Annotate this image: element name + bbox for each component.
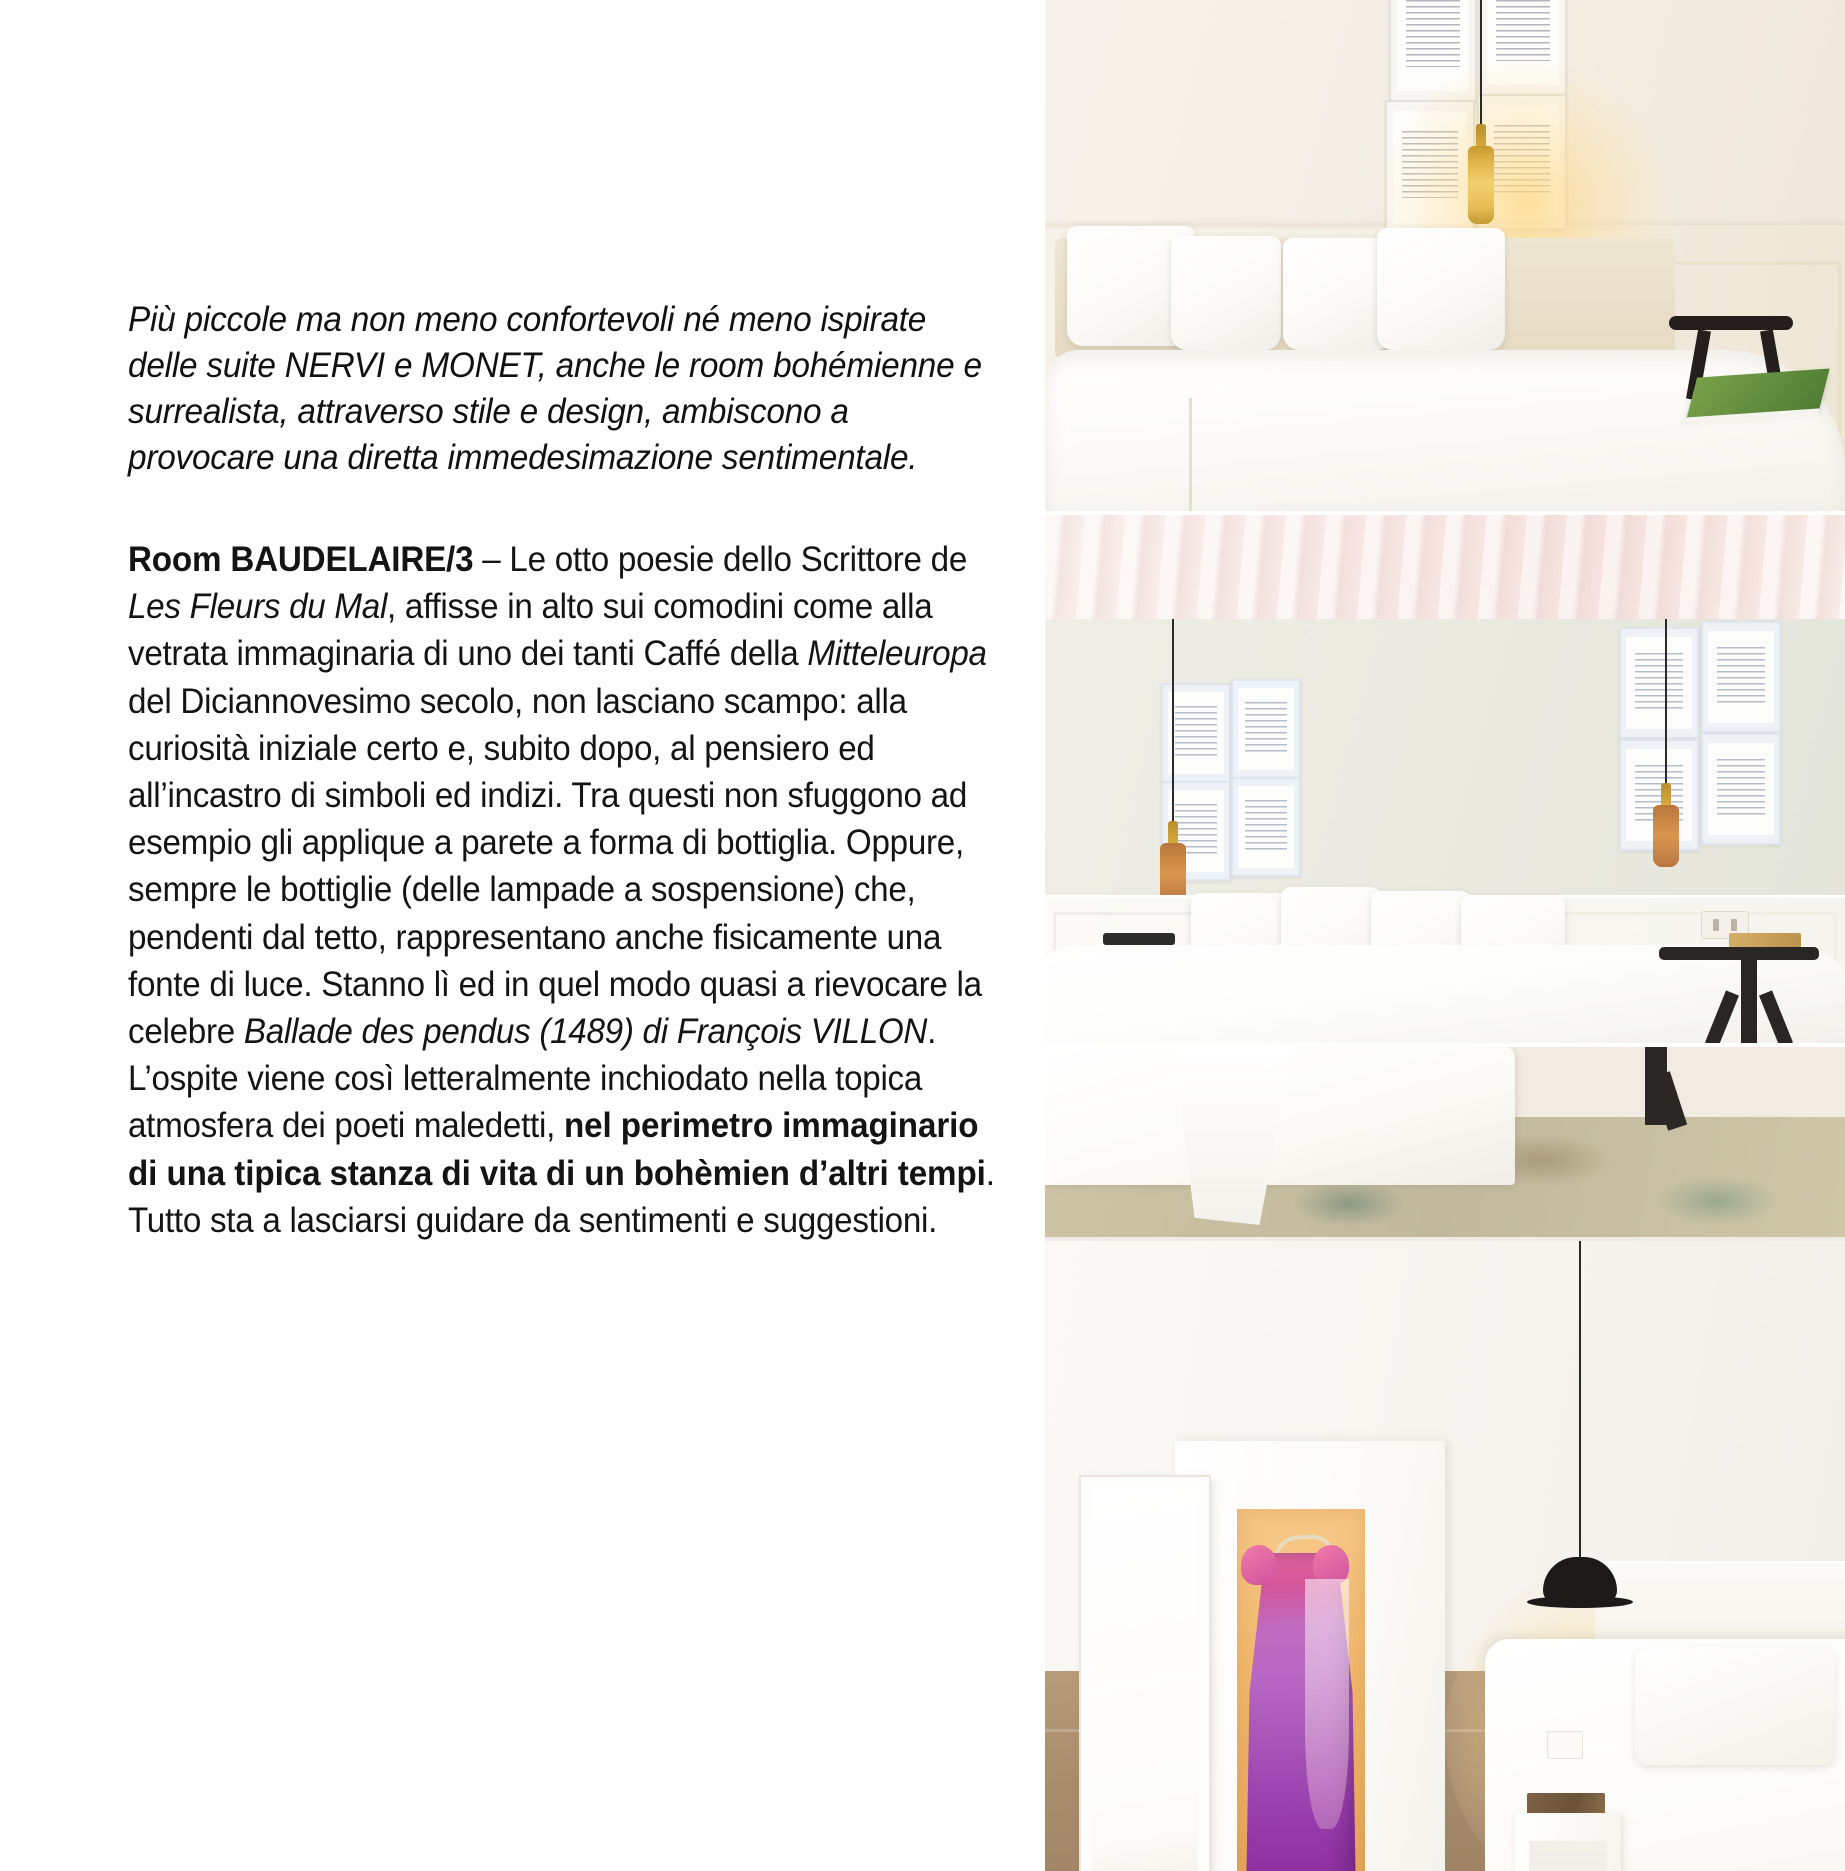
framed-poem [1389, 0, 1477, 102]
dress-veil [1305, 1579, 1349, 1829]
poem-text-lines [1245, 800, 1287, 850]
pillow [1171, 236, 1281, 350]
body-segment-2: , affisse in alto sui comodini come alla vetrata immaginaria di uno dei tanti Caffé della [128, 586, 933, 674]
lamp-cord [1480, 0, 1482, 142]
side-stool-top [1669, 316, 1793, 330]
bottle-pendant-lamp [1653, 805, 1679, 867]
intro-paragraph: Più piccole ma non meno confortevoli né meno ispirate delle suite NERVI e MONET, anche le room bohémienne e surrealista, attraverso stile e design, ambiscono a provocare una diretta immedesimazione sentimentale. [128, 299, 982, 477]
wardrobe-scene [1045, 1241, 1845, 1871]
hotel-room-framed-poems-over-bed-photo [1045, 515, 1845, 1043]
framed-poem [1385, 100, 1475, 234]
term-mitteleuropa: Mitteleuropa [807, 633, 987, 674]
side-table-top [1659, 947, 1819, 960]
stone-floor-scene [1045, 1047, 1845, 1237]
poem-text-lines [1496, 0, 1550, 61]
poem-text-lines [1494, 125, 1549, 194]
body-emphasis: nel perimetro immaginario di una tipica stanza di vita di un bohèmien d’altri tempi [128, 1105, 986, 1193]
framed-poem [1231, 679, 1301, 779]
lamp-cord [1172, 619, 1174, 835]
pink-curtain [1045, 515, 1845, 619]
mirror-reflection [1092, 1488, 1198, 1871]
framed-poem [1701, 733, 1781, 845]
poem-text-lines [1175, 706, 1217, 756]
body-segment-1: – Le otto poesie dello Scrittore de [473, 539, 968, 579]
body-segment-5: . Tutto sta a lasciarsi guidare da sentimenti e suggestioni. [128, 1152, 995, 1240]
poem-text-lines [1406, 0, 1460, 67]
light-switch [1547, 1731, 1583, 1759]
poem-text-lines [1717, 647, 1766, 703]
book-title-fleurs-du-mal: Les Fleurs du Mal [128, 586, 388, 627]
bed-with-white-duvet [1045, 350, 1845, 511]
side-table-leg [1741, 959, 1757, 1043]
poem-text-lines [1402, 131, 1457, 199]
poem-text-lines [1245, 702, 1287, 752]
chair-legs [1645, 1047, 1667, 1125]
photo-column [1045, 0, 1845, 1871]
body-paragraph [128, 536, 1007, 1244]
wall-shelf [1103, 933, 1175, 945]
standing-mirror [1081, 1477, 1209, 1871]
lamp-cord [1579, 1241, 1581, 1561]
framed-poem [1619, 627, 1699, 739]
pillow [1635, 1647, 1835, 1765]
wardrobe-unit [1175, 1441, 1445, 1871]
room-title: Room BAUDELAIRE/3 [128, 539, 474, 579]
lit-wardrobe-niche [1237, 1509, 1365, 1871]
poem-text-lines [1717, 759, 1766, 815]
text-column [128, 296, 1003, 1244]
body-segment-3: del Diciannovesimo secolo, non lasciano scampo: alla curiosità iniziale certo e, subito dopo, al pensiero ed all’incastro di simboli ed indizi. Tra questi non sfuggono ad esempio gli applique a parete a forma di bottiglia. Oppure, sempre le bottiglie (delle lampade a sospensione) che, pendenti dal tetto, rappresentano anche fisicamente una fonte di luce. Stanno lì ed in quel modo quasi a rievocare la celebre [128, 680, 982, 1052]
body-segment-4: . L’ospite viene così letteralmente inchiodato nella topica atmosfera dei poeti maledetti, [128, 1011, 937, 1146]
nightstand [1515, 1813, 1621, 1871]
bottle-pendant-lamp [1468, 146, 1494, 224]
dress-sleeve [1241, 1545, 1277, 1585]
framed-poem [1479, 0, 1567, 96]
hotel-room-bed-with-bottle-pendant-lamp-photo [1045, 0, 1845, 511]
lamp-cord [1665, 619, 1667, 799]
pillow [1377, 228, 1505, 350]
hotel-room-wardrobe-mirror-and-bowler-hat-lamp-photo [1045, 1047, 1845, 1871]
framed-poem [1701, 621, 1781, 733]
green-book-on-bed [1686, 369, 1829, 420]
framed-poem [1231, 777, 1301, 877]
poem-text-lines [1635, 653, 1684, 709]
work-ballade-des-pendus: Ballade des pendus (1489) di François VILLON [243, 1011, 928, 1052]
